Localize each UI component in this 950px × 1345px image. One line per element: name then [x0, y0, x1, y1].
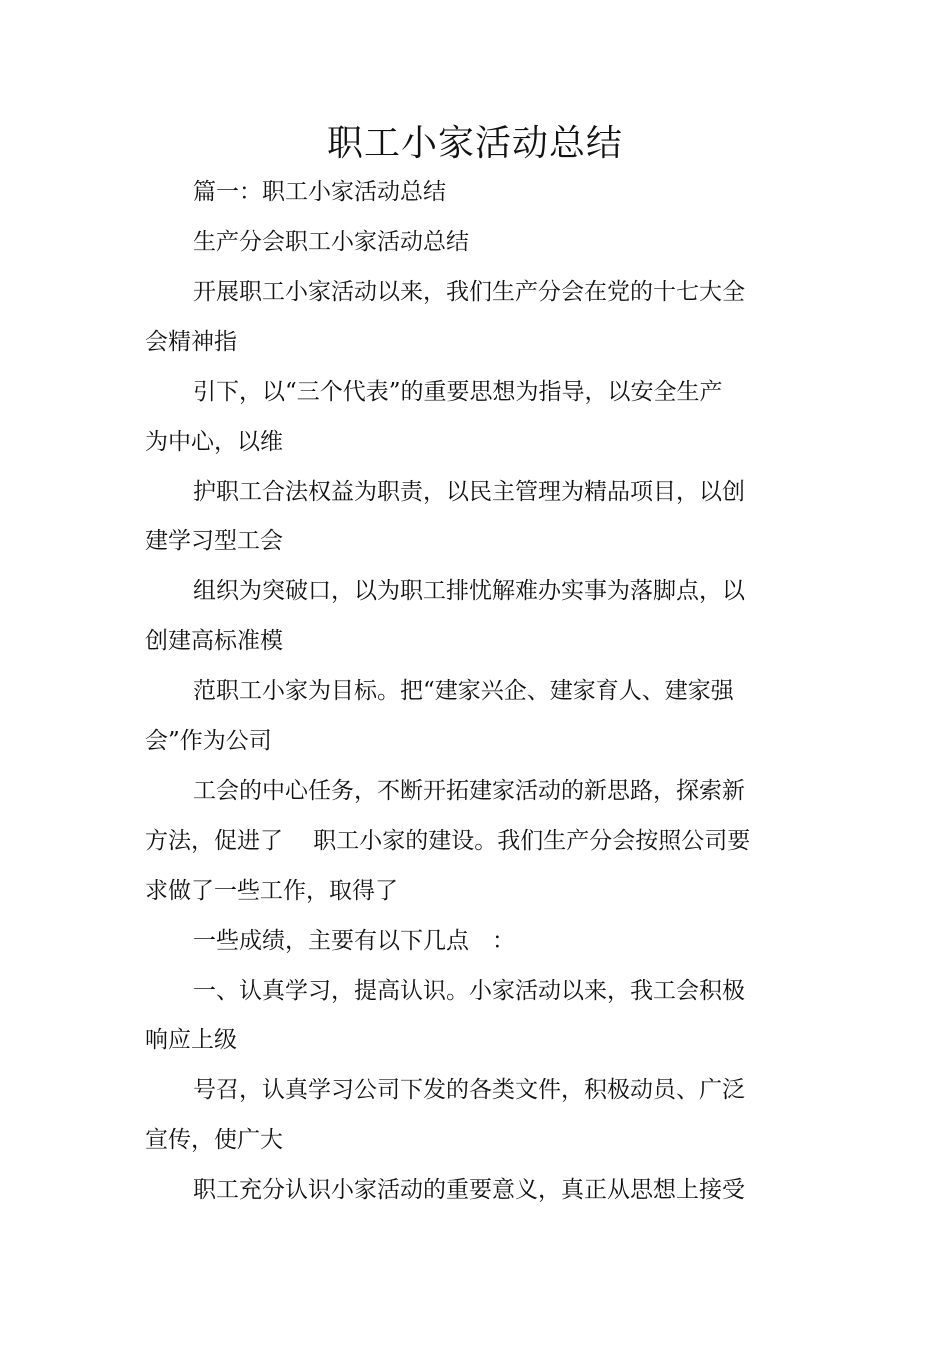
paragraph-line: 篇一：职工小家活动总结	[193, 179, 446, 205]
paragraph-line: 组织为突破口，以为职工排忧解难办实事为落脚点，以	[193, 578, 745, 604]
paragraph-line: 生产分会职工小家活动总结	[193, 229, 469, 255]
paragraph-line: 范职工小家为目标。把“建家兴企、建家育人、建家强	[193, 678, 734, 704]
paragraph-line: 会精神指	[145, 329, 237, 355]
paragraph-line: 响应上级	[145, 1027, 237, 1053]
paragraph-line: 一些成绩，主要有以下几点 ：	[193, 928, 515, 954]
paragraph-line: 职工充分认识小家活动的重要意义，真正从思想上接受	[193, 1177, 745, 1203]
paragraph-line: 为中心，以维	[145, 429, 283, 455]
paragraph-line: 号召，认真学习公司下发的各类文件，积极动员、广泛	[193, 1077, 745, 1103]
paragraph-line: 开展职工小家活动以来，我们生产分会在党的十七大全	[193, 279, 745, 305]
paragraph-line: 一、认真学习，提高认识。小家活动以来，我工会积极	[193, 978, 745, 1004]
paragraph-line: 方法，促进了 职工小家的建设。我们生产分会按照公司要	[145, 828, 751, 854]
document-title: 职工小家活动总结	[326, 123, 623, 164]
paragraph-line: 会”作为公司	[145, 728, 272, 754]
paragraph-line: 建学习型工会	[145, 528, 283, 554]
paragraph-line: 护职工合法权益为职责，以民主管理为精品项目，以创	[193, 479, 745, 505]
paragraph-line: 引下，以“三个代表”的重要思想为指导，以安全生产	[193, 379, 723, 405]
paragraph-line: 创建高标准模	[145, 628, 283, 654]
paragraph-line: 工会的中心任务，不断开拓建家活动的新思路，探索新	[193, 778, 745, 804]
paragraph-line: 宣传，使广大	[145, 1127, 283, 1153]
paragraph-line: 求做了一些工作，取得了	[145, 878, 398, 904]
